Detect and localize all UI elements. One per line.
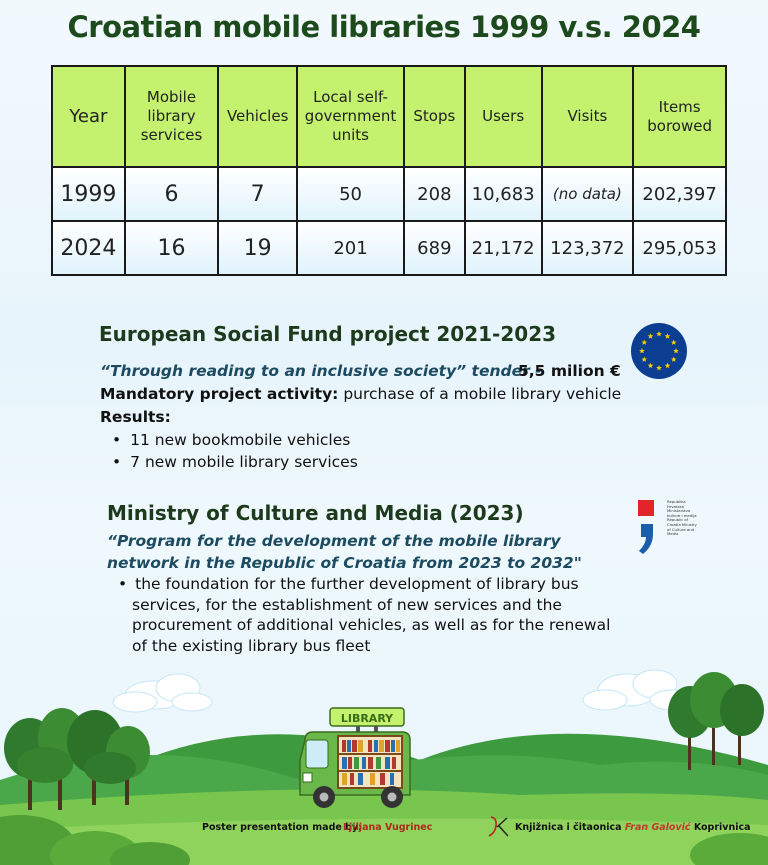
- header-year: Year: [52, 66, 125, 167]
- library-name-highlight: Fran Galović: [624, 822, 691, 833]
- esf-amount: 5,5 milion €: [518, 362, 621, 380]
- header-local-units: Local self-government units: [297, 66, 404, 167]
- list-item: • 7 new mobile library services: [112, 451, 358, 473]
- table-header-row: [52, 66, 726, 167]
- table-cell: 295,053: [633, 221, 726, 275]
- ministry-section-title: Ministry of Culture and Media (2023): [107, 501, 524, 525]
- table-cell: 19: [218, 221, 297, 275]
- page-title: Croatian mobile libraries 1999 v.s. 2024: [67, 10, 701, 44]
- table-cell: 202,397: [633, 167, 726, 221]
- mandatory-text: purchase of a mobile library vehicle: [338, 385, 622, 403]
- library-logo-icon: [487, 816, 511, 838]
- list-item: • the foundation for the further development of library bus services, for the establishment of new services and the procurement of additional vehicles, as well as for the renewal of the existing library bus fleet: [118, 574, 618, 656]
- table-cell: 10,683: [465, 167, 542, 221]
- table-cell: 21,172: [465, 221, 542, 275]
- list-item: • 11 new bookmobile vehicles: [112, 429, 358, 451]
- eu-flag-icon: [631, 323, 687, 379]
- cloud-left: [113, 674, 212, 712]
- table-cell: 50: [297, 167, 404, 221]
- header-services: Mobile library services: [125, 66, 219, 167]
- statistics-table: [51, 65, 727, 276]
- table-cell: 208: [404, 167, 465, 221]
- esf-results-list: [112, 429, 358, 473]
- table-cell: 16: [125, 221, 219, 275]
- table-row: [52, 221, 726, 275]
- footer-made-by-label: Poster presentation made by:: [202, 822, 362, 833]
- header-stops: Stops: [404, 66, 465, 167]
- library-prefix: Knjižnica i čitaonica: [515, 822, 625, 833]
- ministry-bullet-list: [118, 574, 618, 656]
- table-cell: 2024: [52, 221, 125, 275]
- ministry-program-quote: “Program for the development of the mobile library network in the Republic of Croatia from 2023 to 2032": [107, 532, 582, 572]
- esf-mandatory-activity: [100, 385, 621, 403]
- library-suffix: Koprivnica: [690, 822, 751, 833]
- footer-author-name: Ljiljana Vugrinec: [343, 822, 433, 833]
- landscape-illustration: [0, 660, 768, 865]
- esf-section-title: European Social Fund project 2021-2023: [99, 322, 557, 346]
- library-bus-icon: [300, 708, 410, 808]
- table-cell: (no data): [542, 167, 634, 221]
- esf-tender-quote: “Through reading to an inclusive society” tender -: [100, 362, 542, 380]
- header-users: Users: [465, 66, 542, 167]
- header-items-borrowed: Items borowed: [633, 66, 726, 167]
- table-cell: 201: [297, 221, 404, 275]
- ministry-logo-text: Republika Hrvatska Ministarstvo kulture i medija Republic of Croatia Ministry of Culture and Media: [667, 499, 697, 537]
- footer-library-name: [515, 822, 751, 833]
- bus-sign-text: LIBRARY: [340, 712, 394, 725]
- table-cell: 1999: [52, 167, 125, 221]
- table-cell: 7: [218, 167, 297, 221]
- table-cell: 123,372: [542, 221, 634, 275]
- table-cell: 689: [404, 221, 465, 275]
- table-row: [52, 167, 726, 221]
- mandatory-label: Mandatory project activity:: [100, 385, 339, 403]
- header-visits: Visits: [542, 66, 634, 167]
- header-vehicles: Vehicles: [218, 66, 297, 167]
- table-cell: 6: [125, 167, 219, 221]
- esf-results-label: Results:: [100, 408, 171, 426]
